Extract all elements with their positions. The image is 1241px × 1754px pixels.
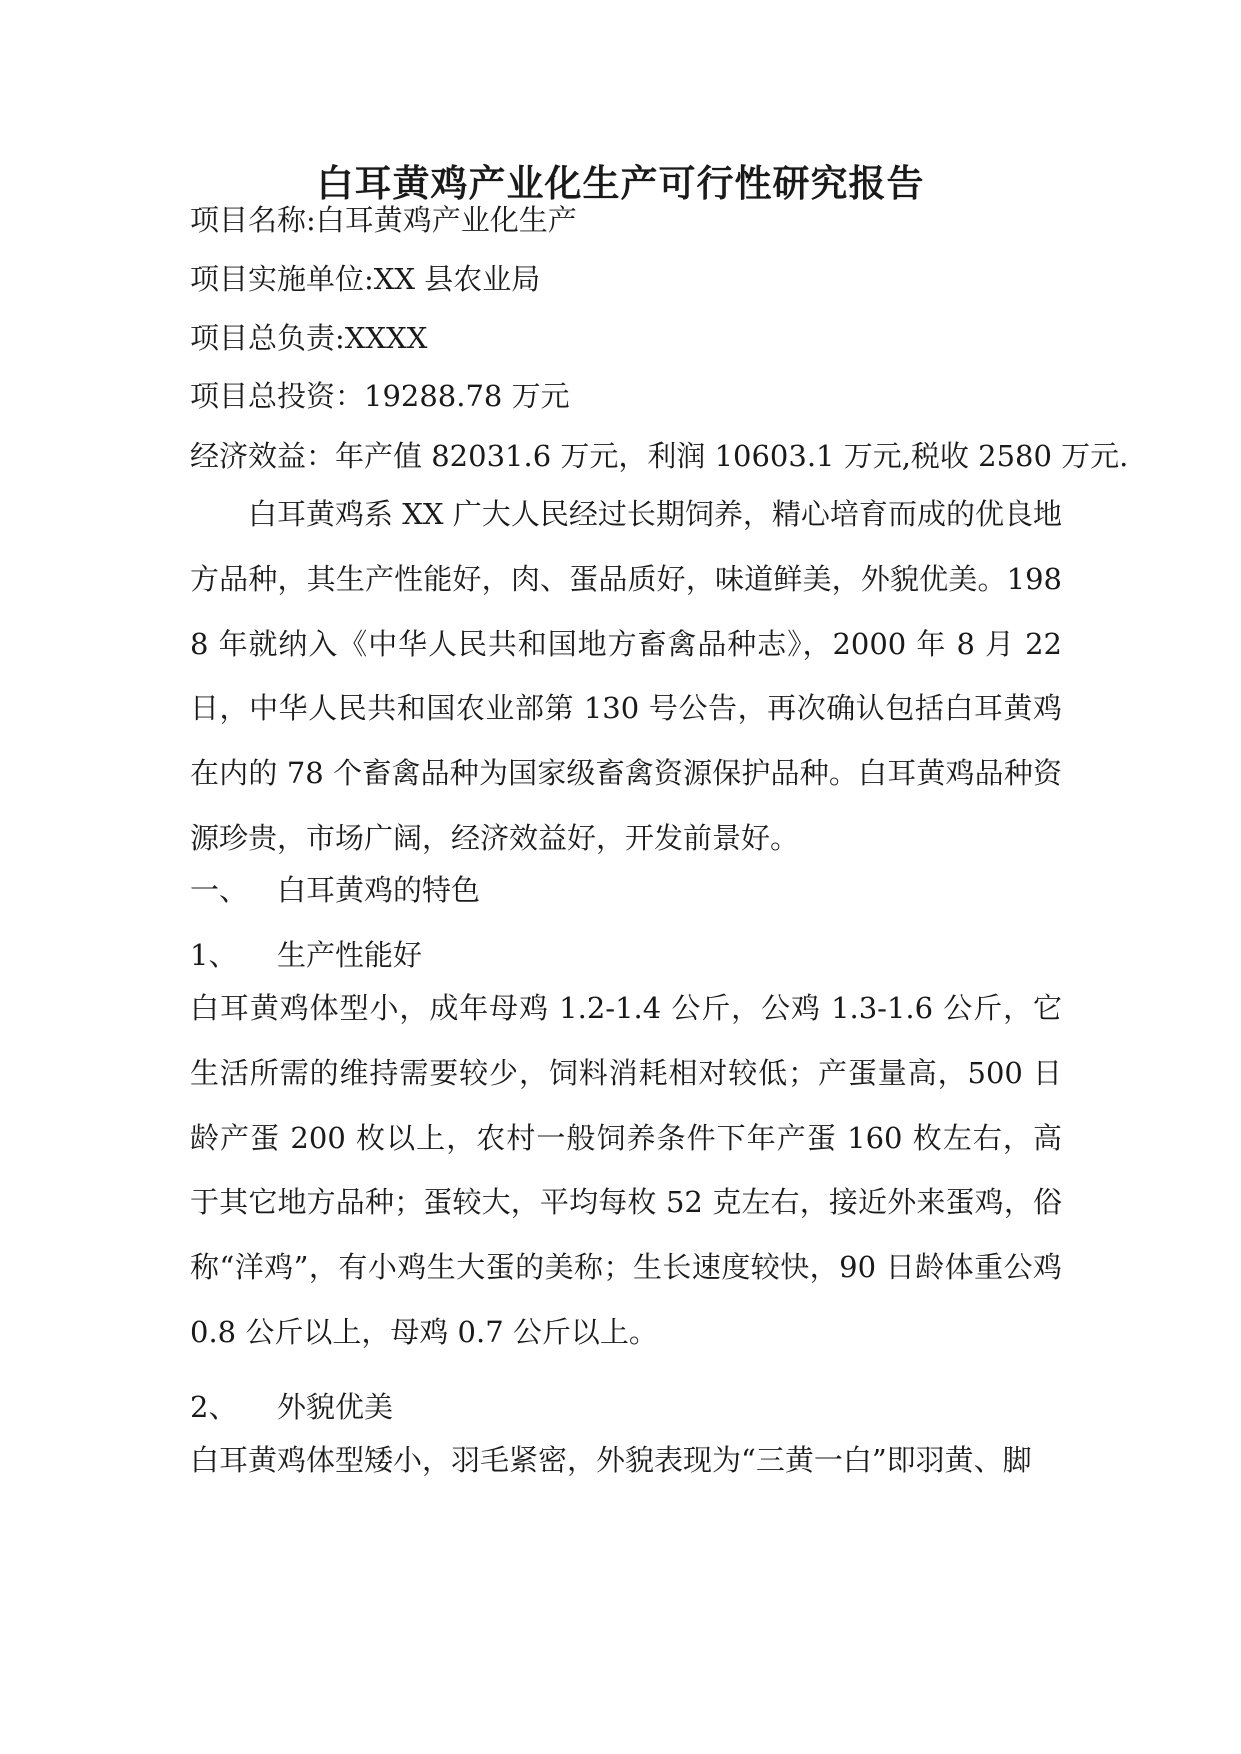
subsection-heading-2: [190, 1387, 393, 1427]
section-title: 白耳黄鸡的特色: [277, 873, 481, 907]
project-leader: 项目总负责:XXXX: [190, 321, 428, 355]
subsection-number: 2、: [190, 1390, 238, 1424]
project-name: 项目名称:白耳黄鸡产业化生产: [190, 203, 577, 237]
project-investment: 项目总投资：19288.78 万元: [190, 379, 570, 413]
section-heading-1: [190, 870, 480, 910]
subsection-title: 生产性能好: [277, 938, 423, 972]
section-number: 一、: [190, 873, 249, 907]
subsection-number: 1、: [190, 938, 238, 972]
project-unit: 项目实施单位:XX 县农业局: [190, 262, 541, 296]
subsection-heading-1: [190, 935, 422, 975]
subsection-2-body: 白耳黄鸡体型矮小，羽毛紧密，外貌表现为“三黄一白”即羽黄、脚: [190, 1443, 1032, 1477]
subsection-title: 外貌优美: [277, 1390, 394, 1424]
subsection-1-body: 白耳黄鸡体型小，成年母鸡 1.2-1.4 公斤，公鸡 1.3-1.6 公斤，它生活所需的维持需要较少，饲料消耗相对较低；产蛋量高，500 日龄产蛋 200 枚以上，农村一般饲养条件下年产蛋 160 枚左右，高于其它地方品种；蛋较大，平均每枚 52 克左右，接近外来蛋鸡，俗称“洋鸡”，有小鸡生大蛋的美称；生长速度较快，90 日龄体重公鸡 0.8 公斤以上，母鸡 0.7 公斤以上。: [190, 991, 1062, 1349]
project-benefit: 经济效益：年产值 82031.6 万元，利润 10603.1 万元,税收 2580 万元.: [190, 439, 1129, 473]
document-title: 白耳黄鸡产业化生产可行性研究报告: [316, 161, 925, 205]
intro-paragraph: 白耳黄鸡系 XX 广大人民经过长期饲养，精心培育而成的优良地方品种，其生产性能好，肉、蛋品质好，味道鲜美，外貌优美。1988 年就纳入《中华人民共和国地方畜禽品种志》，2000 年 8 月 22 日，中华人民共和国农业部第 130 号公告，再次确认包括白耳黄鸡在内的 78 个畜禽品种为国家级畜禽资源保护品种。白耳黄鸡品种资源珍贵，市场广阔，经济效益好，开发前景好。: [190, 497, 1062, 855]
